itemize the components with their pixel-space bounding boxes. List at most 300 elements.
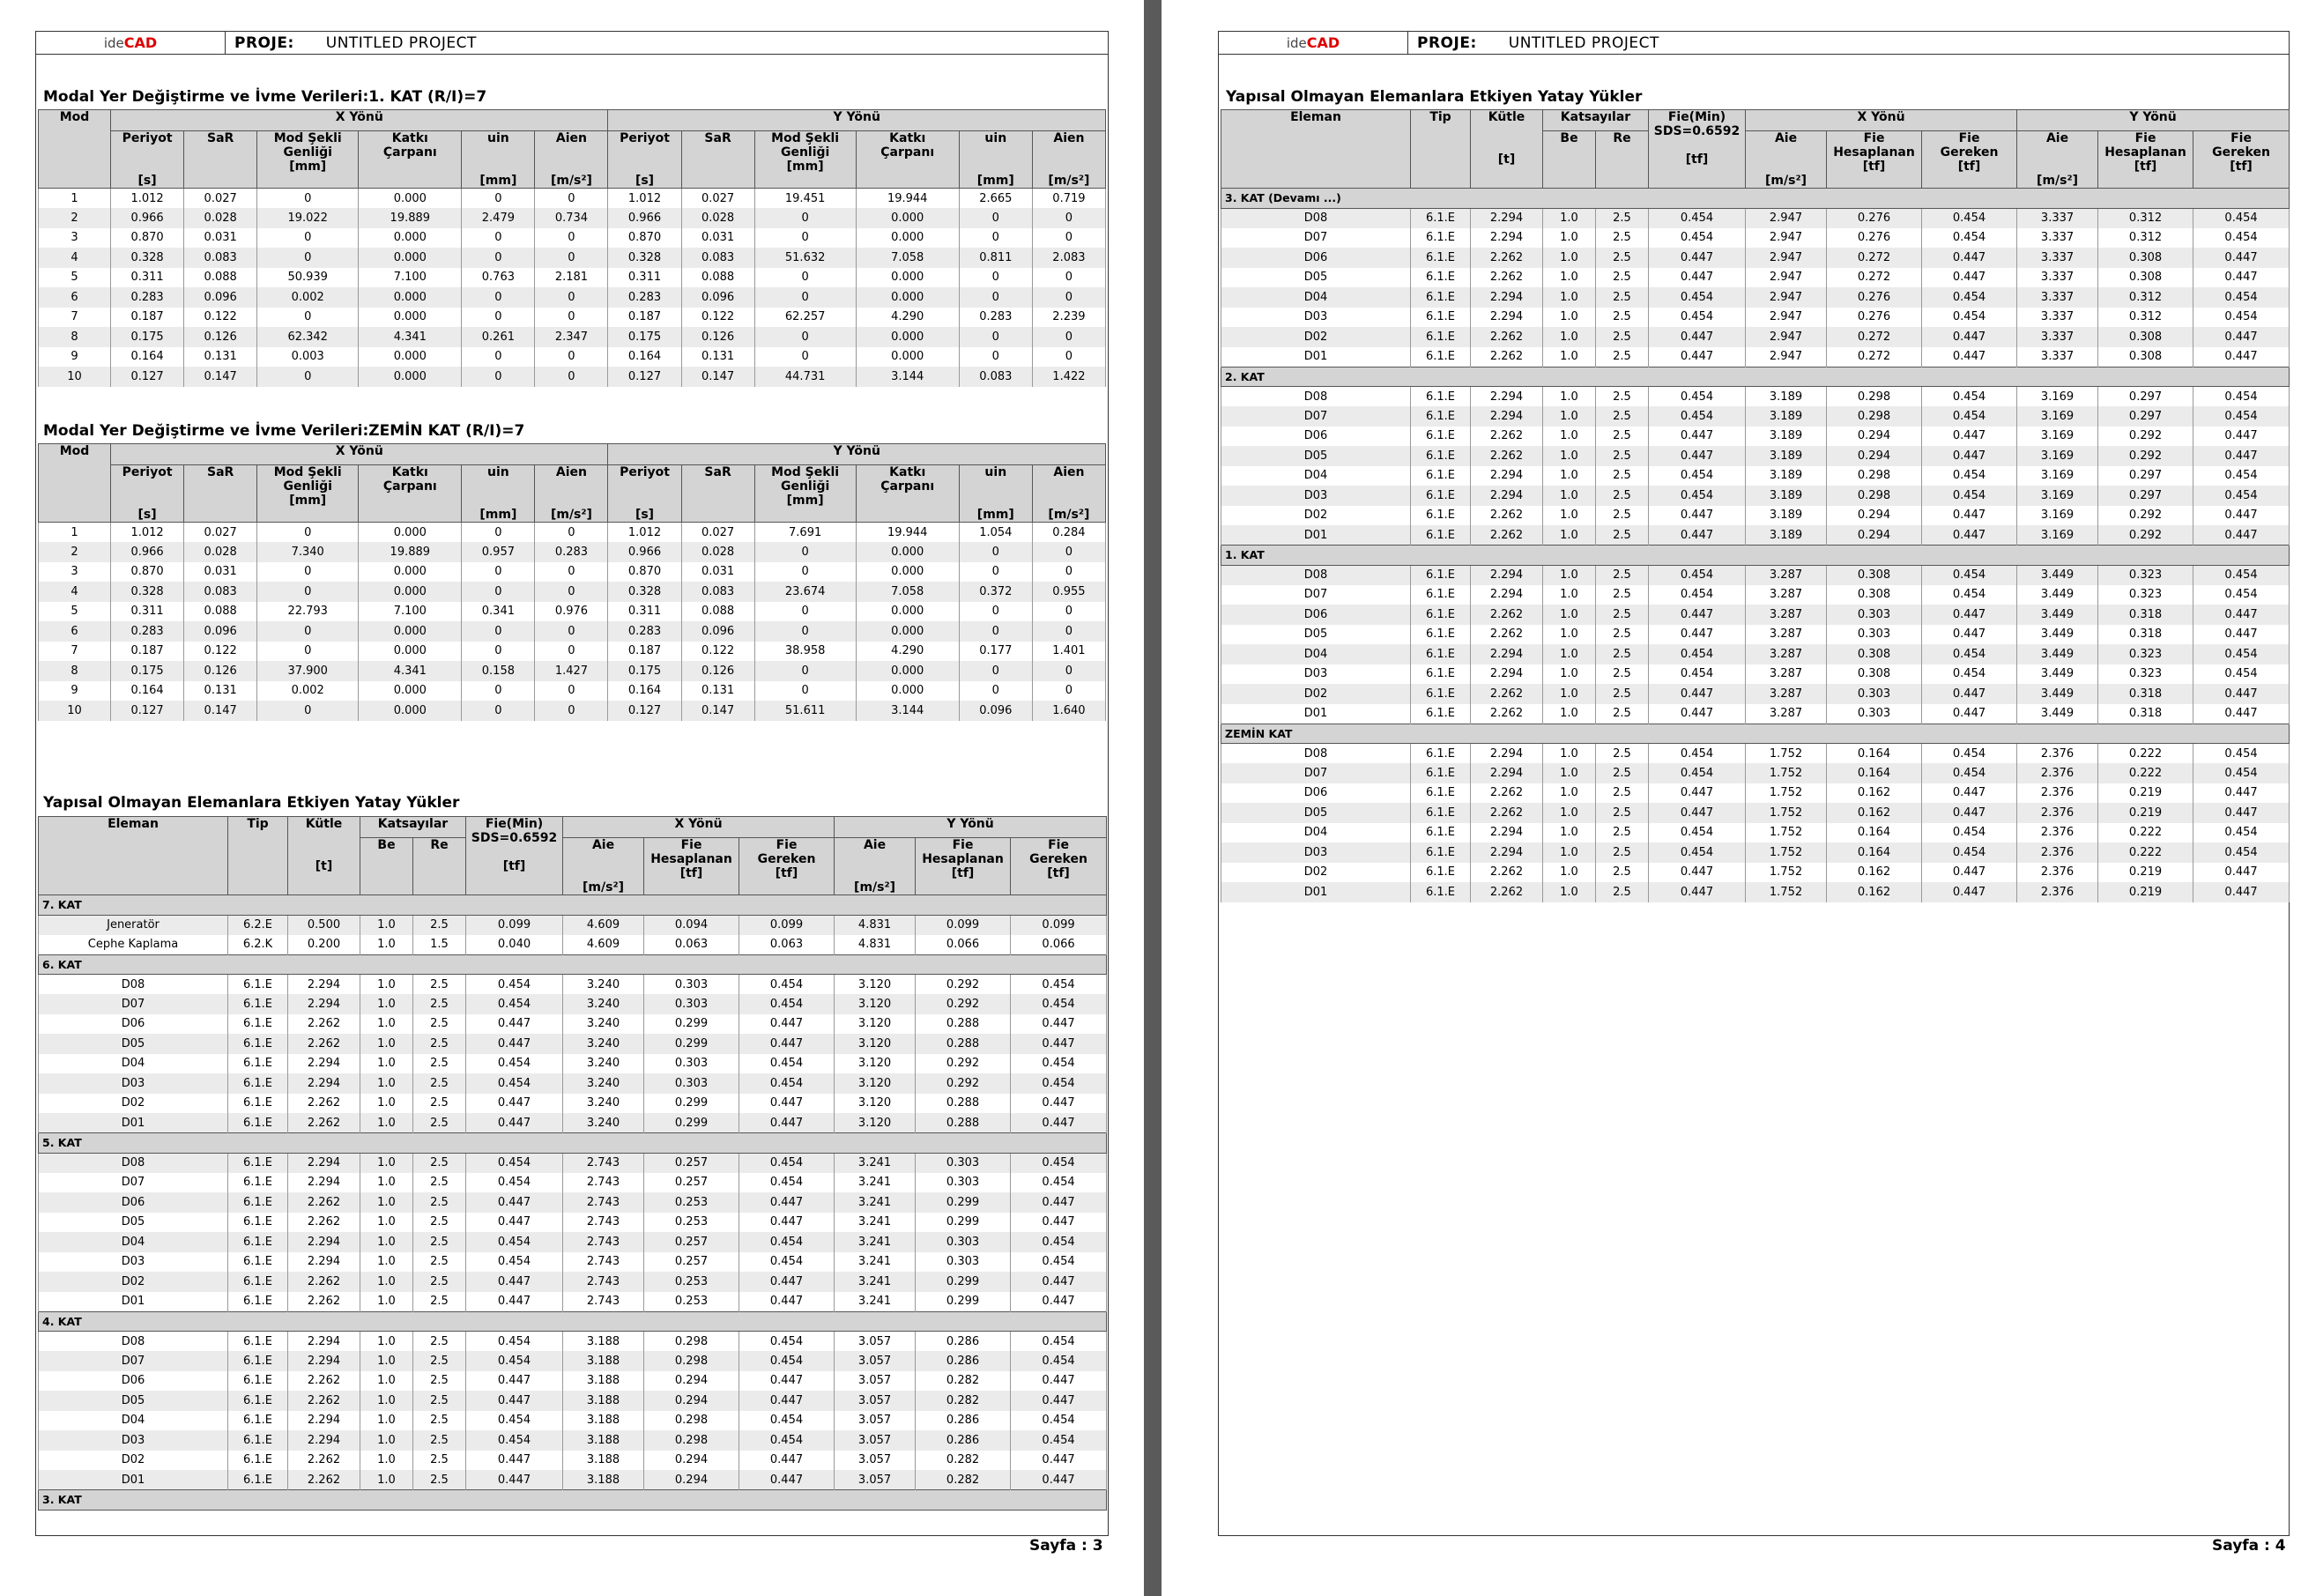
table-cell: D02 [1221, 327, 1411, 347]
table-cell: 0.288 [916, 1014, 1011, 1035]
table-cell: 1.054 [959, 523, 1032, 543]
header-label: Y Yönü [946, 817, 994, 831]
table-cell: 0 [1032, 621, 1105, 642]
table-cell: D03 [1221, 843, 1411, 863]
header-spacer [322, 845, 326, 859]
header-label: [tf] [951, 866, 975, 880]
table-row [1221, 268, 2290, 288]
table-cell: D07 [1221, 228, 1411, 249]
table-cell: 2.743 [563, 1272, 644, 1292]
table-cell: 0.253 [644, 1292, 739, 1312]
table-cell: 0.222 [2098, 744, 2193, 764]
table-cell: 0.000 [359, 347, 462, 367]
header-label: Re [1613, 131, 1631, 145]
header-spacer [496, 479, 501, 494]
table-cell: 0.308 [2098, 248, 2193, 268]
table-cell: 0.292 [916, 994, 1011, 1014]
table-cell: 1.0 [1543, 406, 1596, 427]
table-cell: 51.632 [754, 248, 856, 268]
column-header [1543, 110, 1649, 131]
table-cell: 0.219 [2098, 783, 2193, 804]
header-spacer [642, 160, 647, 174]
table-cell: 0.147 [184, 367, 257, 387]
header-spacer [145, 494, 150, 508]
table-cell: 3.240 [563, 1073, 644, 1094]
table-cell: 0 [535, 701, 608, 721]
table-cell: 1 [39, 523, 111, 543]
table-row [1221, 763, 2290, 783]
table-cell: 0 [959, 681, 1032, 701]
table-cell: 6 [39, 287, 111, 308]
table-cell: 6.1.E [1411, 803, 1471, 823]
table-cell: 0.147 [681, 367, 754, 387]
table-row [39, 1292, 1107, 1312]
column-header [2017, 110, 2290, 131]
table-row [39, 1014, 1107, 1035]
table-cell: 0.447 [466, 1192, 563, 1213]
header-spacer [1784, 145, 1788, 160]
header-label: Periyot [122, 465, 173, 479]
table-cell: 3.240 [563, 1054, 644, 1074]
column-header [2098, 131, 2193, 189]
column-header [466, 817, 563, 895]
table-cell: 0.164 [111, 347, 184, 367]
table-cell: 0.447 [739, 1034, 835, 1054]
table-cell: 0 [462, 523, 535, 543]
table-cell: 6.1.E [228, 1272, 288, 1292]
table-cell: 6.1.E [1411, 308, 1471, 328]
table-cell: 0 [257, 642, 359, 662]
table-cell: 0.187 [608, 642, 681, 662]
header-label: Katsayılar [1560, 110, 1631, 124]
table-cell: D06 [1221, 248, 1411, 268]
table-cell: 6.1.E [1411, 882, 1471, 902]
table-row [39, 1470, 1107, 1490]
table-cell: 19.944 [856, 523, 959, 543]
column-header [360, 838, 413, 895]
header-label: Hesaplanan [1833, 145, 1915, 160]
table-cell: 6.1.E [1411, 466, 1471, 486]
table-row [39, 287, 1106, 308]
table-cell: 0.312 [2098, 308, 2193, 328]
table-cell: 0 [462, 582, 535, 602]
table-cell: 0.447 [466, 1451, 563, 1471]
table-cell: 0 [959, 268, 1032, 288]
table-cell: 0.447 [1649, 625, 1746, 645]
table-cell: 6.1.E [1411, 486, 1471, 506]
table-cell: 0.303 [1827, 625, 1922, 645]
header-label: Y Yönü [833, 110, 880, 124]
table-cell: 0.298 [644, 1351, 739, 1371]
table-cell: 6.1.E [1411, 327, 1471, 347]
table-cell: 2.5 [1596, 446, 1649, 466]
table-cell: 3.169 [2017, 387, 2098, 407]
column-header [1471, 110, 1543, 189]
table-cell: 1.0 [360, 1272, 413, 1292]
table-cell: 2.262 [288, 1391, 360, 1411]
table-cell: 2.376 [2017, 843, 2098, 863]
header-label: Aie [591, 838, 615, 852]
table-cell: 0.447 [1922, 248, 2017, 268]
header-spacer [601, 852, 605, 866]
header-label: Çarpanı [382, 145, 437, 160]
table-cell: 0 [1032, 562, 1105, 583]
table-cell: 0.447 [1011, 1451, 1107, 1471]
table-cell: D02 [1221, 506, 1411, 526]
column-header [228, 817, 288, 895]
table-row [1221, 664, 2290, 685]
table-cell: 0.147 [681, 701, 754, 721]
table-cell: 2.743 [563, 1232, 644, 1252]
table-cell: 0 [959, 228, 1032, 249]
header-label: [mm] [479, 174, 517, 188]
table-cell: 3.120 [835, 1014, 916, 1035]
table-row [39, 1430, 1107, 1451]
table-cell: 0 [462, 562, 535, 583]
table-cell: 0.083 [184, 582, 257, 602]
table-cell: 1.0 [360, 1292, 413, 1312]
header-spacer [993, 145, 998, 160]
table-cell: 1.0 [1543, 506, 1596, 526]
table-cell: 0.454 [2193, 308, 2290, 328]
table-cell: 0.454 [739, 1054, 835, 1074]
table-cell: 0.298 [1827, 387, 1922, 407]
column-header [754, 131, 856, 189]
table-cell: 0.131 [184, 681, 257, 701]
table-cell: 0.303 [1827, 684, 1922, 704]
table-cell: 0.454 [1649, 308, 1746, 328]
table-cell: 1.0 [360, 1034, 413, 1054]
table-cell: 0 [462, 701, 535, 721]
table-cell: D01 [39, 1292, 228, 1312]
header-label: Genliği [283, 479, 332, 494]
table-cell: 0.454 [2193, 664, 2290, 685]
header-label: [m/s²] [1765, 174, 1807, 188]
table-cell: 0 [462, 681, 535, 701]
table-cell: 2.5 [1596, 704, 1649, 724]
table-cell: 0.127 [111, 701, 184, 721]
table-cell: 0.454 [2193, 228, 2290, 249]
table-cell: 0.257 [644, 1173, 739, 1193]
table-cell: 0.454 [466, 1430, 563, 1451]
table-cell: 2.262 [288, 1470, 360, 1490]
table-row [1221, 446, 2290, 466]
table-cell: 0.158 [462, 661, 535, 681]
table-cell: 0.175 [111, 661, 184, 681]
table-cell: 3.188 [563, 1332, 644, 1352]
table-cell: 0.294 [644, 1371, 739, 1392]
table-cell: 3.120 [835, 1054, 916, 1074]
header-spacer [872, 852, 877, 866]
table-cell: 0.162 [1827, 803, 1922, 823]
table-cell: 0.447 [466, 1014, 563, 1035]
header-label: X Yönü [1857, 110, 1905, 124]
table-cell: 1.422 [1032, 367, 1105, 387]
table-cell: 0.283 [111, 621, 184, 642]
table-cell: 0.447 [466, 1292, 563, 1312]
table-cell: 0 [959, 287, 1032, 308]
column-header [462, 131, 535, 189]
table-cell: 2.947 [1746, 208, 1827, 228]
table-cell: 0 [959, 621, 1032, 642]
table-row [39, 681, 1106, 701]
table-row [39, 1411, 1107, 1431]
table-cell: 1.0 [1543, 644, 1596, 664]
table-cell: 3.241 [835, 1292, 916, 1312]
table-cell: 0 [754, 287, 856, 308]
table-cell: 0 [257, 308, 359, 328]
table-cell: 1.0 [360, 915, 413, 935]
table-cell: 0.454 [1649, 287, 1746, 308]
table-cell: 0.066 [1011, 935, 1107, 955]
table-cell: 0.303 [916, 1252, 1011, 1273]
table-cell: 3.189 [1746, 525, 1827, 546]
table-cell: 0.454 [739, 1173, 835, 1193]
header-spacer [2055, 145, 2060, 160]
table-cell: 3.449 [2017, 625, 2098, 645]
table-cell: 1.0 [1543, 744, 1596, 764]
header-label: [tf] [775, 866, 798, 880]
header-label: [tf] [679, 866, 703, 880]
table-cell: 0.094 [644, 915, 739, 935]
table-cell: 0.127 [608, 367, 681, 387]
table-cell: 0 [257, 189, 359, 209]
header-label: Eleman [1290, 110, 1341, 124]
table-cell: 0.447 [2193, 803, 2290, 823]
table-cell: 0.272 [1827, 268, 1922, 288]
table-cell: 2.5 [1596, 208, 1649, 228]
table-cell: 1.0 [1543, 268, 1596, 288]
table-cell: 2.262 [288, 1192, 360, 1213]
table-cell: 3.188 [563, 1470, 644, 1490]
table-cell: 0.308 [2098, 327, 2193, 347]
header-label: Çarpanı [880, 479, 935, 494]
floor-section-label: 3. KAT [39, 1490, 1107, 1511]
table-cell: 0.454 [739, 1252, 835, 1273]
table-cell: 0.447 [1649, 863, 1746, 883]
table-cell: 2.262 [1471, 605, 1543, 625]
header-spacer [496, 494, 501, 508]
table-cell: 2.5 [1596, 308, 1649, 328]
table-cell: 6.1.E [228, 1034, 288, 1054]
table-cell: 0.454 [739, 1411, 835, 1431]
header-label: Fie [1863, 131, 1885, 145]
header-label: SaR [207, 465, 234, 479]
table-cell: 2.376 [2017, 863, 2098, 883]
header-label: Aien [555, 131, 587, 145]
table-cell: 0.447 [739, 1391, 835, 1411]
table-cell: 0.276 [1827, 208, 1922, 228]
table-cell: D05 [39, 1213, 228, 1233]
table-cell: 0.328 [111, 582, 184, 602]
table-cell: 6.1.E [1411, 585, 1471, 605]
table-cell: 0.219 [2098, 803, 2193, 823]
table-cell: 2 [39, 542, 111, 562]
table-cell: 0.286 [916, 1332, 1011, 1352]
table-cell: 0.028 [681, 542, 754, 562]
table-cell: 0.447 [2193, 347, 2290, 367]
table-cell: 2.262 [288, 1371, 360, 1392]
table-cell: 0.447 [739, 1292, 835, 1312]
table-cell: 0 [754, 562, 856, 583]
table-cell: 0 [535, 248, 608, 268]
column-header [608, 110, 1106, 131]
table-cell: 0.447 [2193, 625, 2290, 645]
header-label: [mm] [786, 494, 824, 508]
table-cell: 2.5 [413, 1411, 466, 1431]
table-cell: 0.294 [644, 1470, 739, 1490]
table-cell: 1.0 [360, 1054, 413, 1074]
table-cell: 2.5 [1596, 605, 1649, 625]
table-cell: 2.5 [413, 994, 466, 1014]
table-row [1221, 684, 2290, 704]
table-cell: 7 [39, 308, 111, 328]
table-cell: 0.187 [111, 308, 184, 328]
floor-section-label: 2. KAT [1221, 367, 2290, 387]
table-cell: 0.031 [681, 228, 754, 249]
table-cell: D04 [1221, 466, 1411, 486]
table-cell: D03 [39, 1430, 228, 1451]
table-cell: 0.454 [2193, 208, 2290, 228]
table-cell: 6.2.K [228, 935, 288, 955]
table-cell: 0.272 [1827, 248, 1922, 268]
table-cell: 0.454 [1922, 208, 2017, 228]
table-cell: 3.188 [563, 1371, 644, 1392]
table-row [39, 1351, 1107, 1371]
table-cell: 2.665 [959, 189, 1032, 209]
table-cell: 37.900 [257, 661, 359, 681]
table-cell: 0.328 [111, 248, 184, 268]
table-cell: 2.743 [563, 1292, 644, 1312]
table-cell: 0.272 [1827, 327, 1922, 347]
table-cell: 2.294 [1471, 744, 1543, 764]
table-cell: 0.164 [608, 347, 681, 367]
table-cell: 6.1.E [228, 1173, 288, 1193]
table-cell: D05 [1221, 625, 1411, 645]
table-cell: 19.889 [359, 208, 462, 228]
table-row [1221, 387, 2290, 407]
header-spacer [642, 479, 647, 494]
header-label: Aie [1774, 131, 1798, 145]
table-cell: 3.189 [1746, 466, 1827, 486]
header-spacer [1504, 138, 1509, 152]
header-label: Fie(Min) [485, 817, 544, 831]
header-label: Tip [247, 817, 269, 831]
table-cell: 3 [39, 562, 111, 583]
table-cell: 0 [1032, 347, 1105, 367]
header-label: Kütle [305, 817, 343, 831]
table-cell: 3.188 [563, 1391, 644, 1411]
table-cell: 6.1.E [228, 1073, 288, 1094]
table-cell: 0.763 [462, 268, 535, 288]
table-cell: 7.058 [856, 582, 959, 602]
table-cell: 0.454 [739, 1073, 835, 1094]
column-header [2193, 131, 2290, 189]
table-cell: 5 [39, 602, 111, 622]
header-spacer [993, 479, 998, 494]
table-cell: 6.1.E [228, 1411, 288, 1431]
table-cell: 1.0 [360, 975, 413, 995]
table-row [1221, 525, 2290, 546]
table-cell: 0.000 [359, 287, 462, 308]
table-cell: D08 [1221, 208, 1411, 228]
table-cell: 3.337 [2017, 248, 2098, 268]
table-cell: 0.253 [644, 1272, 739, 1292]
table-cell: 2.5 [413, 1292, 466, 1312]
table-cell: 0.447 [2193, 427, 2290, 447]
header-spacer [1066, 479, 1071, 494]
table-cell: 0 [959, 327, 1032, 347]
table-cell: 1.0 [1543, 783, 1596, 804]
table-cell: 0.298 [644, 1411, 739, 1431]
table-cell: 0 [959, 562, 1032, 583]
header-label: X Yönü [335, 444, 383, 458]
table-cell: 0.447 [2193, 863, 2290, 883]
table-cell: 2.262 [288, 1014, 360, 1035]
table-cell: 2.262 [1471, 863, 1543, 883]
table-cell: 0.447 [466, 1371, 563, 1392]
table-cell: 1.0 [1543, 327, 1596, 347]
table-row [1221, 625, 2290, 645]
table-cell: 0.447 [1649, 882, 1746, 902]
table-cell: 2.294 [288, 1411, 360, 1431]
table-cell: D06 [1221, 783, 1411, 804]
table-cell: 2.5 [1596, 585, 1649, 605]
column-header [111, 444, 608, 465]
table-cell: 0.164 [1827, 843, 1922, 863]
table-cell: 0.447 [1011, 1094, 1107, 1114]
table-row [39, 1252, 1107, 1273]
table-cell: 0.187 [111, 642, 184, 662]
table-cell: D02 [39, 1451, 228, 1471]
table-cell: 6.1.E [228, 1153, 288, 1173]
table-cell: 0.447 [1649, 783, 1746, 804]
table-cell: 2.262 [1471, 803, 1543, 823]
table-cell: 0.131 [681, 681, 754, 701]
table-cell: 2.947 [1746, 327, 1827, 347]
table-cell: 6.1.E [228, 1430, 288, 1451]
table-cell: 0.454 [739, 1351, 835, 1371]
header-label: Katsayılar [377, 817, 449, 831]
floor-section-row [1221, 189, 2290, 209]
table-cell: 6.1.E [1411, 347, 1471, 367]
table-cell: 0.454 [2193, 466, 2290, 486]
table-cell: 6.1.E [1411, 644, 1471, 664]
table-cell: 7.100 [359, 602, 462, 622]
table-cell: 0.294 [1827, 506, 1922, 526]
table-cell: 0.187 [608, 308, 681, 328]
table-cell: 2.5 [1596, 664, 1649, 685]
table-cell: 2.5 [1596, 863, 1649, 883]
table-cell: 3.169 [2017, 466, 2098, 486]
table-cell: 0.298 [644, 1332, 739, 1352]
table-cell: 0.318 [2098, 704, 2193, 724]
table-cell: 0.447 [1922, 525, 2017, 546]
table-cell: 0 [462, 228, 535, 249]
header-label: [tf] [1862, 160, 1886, 174]
table-cell: 0.447 [1922, 446, 2017, 466]
header-spacer [642, 145, 647, 160]
table-cell: 3.188 [563, 1411, 644, 1431]
header-label: Hesaplanan [922, 852, 1004, 866]
floor-section-label: 5. KAT [39, 1133, 1107, 1154]
table-row [1221, 565, 2290, 585]
table-cell: 0.454 [2193, 585, 2290, 605]
table-row [39, 582, 1106, 602]
table-cell: 0.126 [681, 327, 754, 347]
table-row [1221, 644, 2290, 664]
table-cell: 0.303 [644, 1054, 739, 1074]
